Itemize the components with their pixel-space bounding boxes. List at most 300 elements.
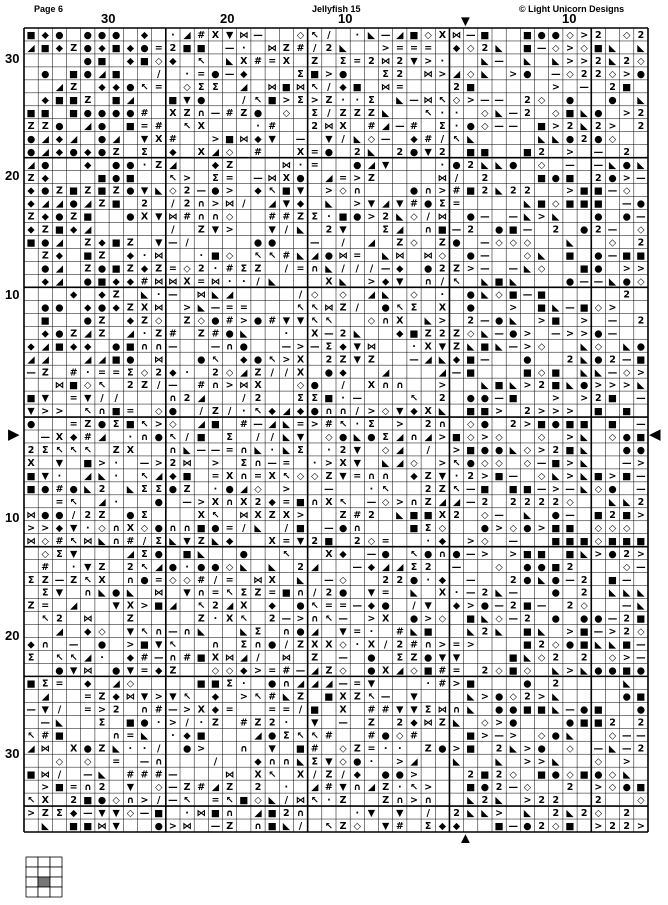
stitch-symbol: ⋈ — [196, 289, 207, 301]
stitch-symbol: ◆ — [98, 237, 106, 249]
stitch-symbol: Z — [282, 43, 290, 55]
stitch-symbol: 2 — [566, 600, 574, 612]
stitch-symbol: · — [171, 730, 175, 742]
stitch-symbol: ◣ — [509, 315, 517, 327]
stitch-symbol: · — [199, 250, 204, 262]
stitch-symbol: ■ — [565, 107, 575, 119]
stitch-symbol: — — [451, 561, 462, 573]
stitch-symbol: = — [225, 522, 234, 534]
stitch-symbol: — — [40, 432, 51, 444]
stitch-symbol: ◢ — [381, 367, 390, 379]
stitch-symbol: > — [183, 302, 192, 314]
stitch-symbol: · — [355, 94, 360, 106]
stitch-symbol: / — [71, 509, 76, 521]
stitch-symbol: ◢ — [27, 354, 35, 366]
stitch-symbol: ↖ — [69, 445, 78, 457]
stitch-symbol: ∩ — [225, 496, 234, 508]
stitch-symbol: ↖ — [197, 56, 206, 68]
stitch-symbol: 2 — [439, 146, 446, 158]
stitch-symbol: ↖ — [310, 302, 319, 314]
stitch-symbol: ◣ — [183, 445, 191, 457]
stitch-symbol: > — [551, 81, 560, 93]
stitch-symbol: — — [338, 717, 348, 729]
stitch-symbol: 2 — [127, 561, 134, 573]
stitch-symbol: Z — [126, 613, 134, 625]
stitch-symbol: ■ — [423, 509, 433, 521]
stitch-symbol: ● — [424, 198, 433, 210]
stitch-symbol: ■ — [26, 393, 36, 405]
stitch-symbol: — — [508, 341, 519, 353]
stitch-symbol: — — [621, 458, 632, 470]
stitch-symbol: ● — [452, 237, 461, 249]
stitch-symbol: X — [381, 613, 390, 625]
stitch-symbol: Z — [141, 380, 148, 392]
stitch-symbol: > — [27, 522, 36, 534]
stitch-symbol: ◇ — [594, 302, 603, 314]
stitch-symbol: = — [452, 665, 461, 677]
stitch-symbol: # — [254, 146, 262, 158]
stitch-symbol: ◣ — [452, 756, 461, 768]
stitch-symbol: ◆ — [55, 146, 64, 158]
stitch-symbol: ◣ — [481, 69, 489, 81]
stitch-symbol: 2 — [311, 535, 319, 547]
stitch-symbol: ■ — [310, 69, 320, 81]
stitch-symbol: 2 — [453, 808, 460, 820]
stitch-symbol: 2 — [396, 574, 404, 586]
stitch-symbol: = — [83, 691, 92, 703]
stitch-symbol: ⋈ — [83, 613, 93, 625]
stitch-symbol: · — [128, 432, 133, 444]
stitch-symbol: · — [312, 458, 317, 470]
stitch-symbol: ◢ — [55, 263, 64, 275]
stitch-symbol: ▼ — [112, 821, 120, 833]
stitch-symbol: # — [438, 665, 447, 677]
stitch-symbol: / — [156, 795, 161, 807]
stitch-symbol: · — [454, 587, 459, 599]
stitch-symbol: 2 — [268, 613, 276, 625]
stitch-symbol: ◇ — [41, 535, 49, 547]
stitch-symbol: ● — [594, 211, 603, 223]
stitch-symbol: ■ — [423, 665, 433, 677]
stitch-symbol: ∩ — [438, 548, 447, 560]
stitch-symbol: > — [551, 406, 560, 418]
stitch-symbol: — — [551, 328, 561, 340]
stitch-symbol: / — [199, 406, 204, 418]
stitch-symbol: — — [168, 626, 178, 638]
stitch-symbol: ● — [97, 263, 107, 275]
stitch-symbol: ◆ — [339, 548, 347, 560]
stitch-symbol: ■ — [508, 224, 518, 236]
stitch-symbol: = — [268, 665, 277, 677]
stitch-symbol: 2 — [382, 211, 389, 223]
stitch-symbol: ◆ — [240, 354, 248, 366]
stitch-symbol: > — [636, 821, 645, 833]
stitch-symbol: ↖ — [69, 496, 78, 508]
stitch-symbol: ◣ — [608, 743, 617, 755]
stitch-symbol: · — [100, 652, 104, 664]
stitch-symbol: 2 — [98, 483, 106, 495]
stitch-symbol: > — [438, 458, 447, 470]
stitch-symbol: ■ — [508, 665, 518, 677]
stitch-symbol: > — [282, 94, 291, 106]
stitch-symbol: / — [312, 43, 317, 55]
stitch-symbol: ∩ — [452, 704, 461, 716]
stitch-symbol: ◣ — [580, 367, 588, 379]
stitch-symbol: ◣ — [495, 107, 503, 119]
stitch-symbol: · — [256, 120, 260, 132]
stitch-symbol: ● — [126, 81, 135, 93]
stitch-symbol: 2 — [637, 717, 645, 729]
stitch-symbol: ■ — [466, 406, 476, 418]
stitch-symbol: 2 — [396, 146, 404, 158]
stitch-symbol: · — [142, 159, 147, 171]
stitch-symbol: — — [465, 587, 476, 599]
column-number: 10 — [562, 11, 577, 26]
stitch-symbol: — — [366, 548, 377, 560]
stitch-symbol: / — [227, 406, 232, 418]
stitch-symbol: ◢ — [396, 561, 404, 573]
stitch-symbol: ■ — [69, 821, 79, 833]
stitch-symbol: > — [480, 691, 489, 703]
stitch-symbol: 2 — [538, 639, 545, 651]
stitch-symbol: ■ — [196, 522, 206, 534]
stitch-symbol: ■ — [508, 393, 518, 405]
stitch-symbol: ◢ — [381, 120, 390, 132]
stitch-symbol: ■ — [551, 458, 561, 470]
stitch-symbol: ■ — [593, 185, 603, 197]
stitch-symbol: ◢ — [84, 120, 92, 132]
stitch-symbol: ■ — [508, 652, 518, 664]
stitch-symbol: — — [210, 445, 221, 457]
stitch-symbol: ▼ — [268, 224, 276, 236]
stitch-symbol: ● — [154, 496, 163, 508]
stitch-symbol: ◣ — [537, 250, 546, 262]
stitch-symbol: ◣ — [282, 432, 291, 444]
stitch-symbol: 2 — [467, 769, 475, 781]
stitch-symbol: ◢ — [126, 328, 135, 340]
stitch-symbol: — — [494, 94, 504, 106]
stitch-symbol: ∩ — [381, 380, 390, 392]
stitch-symbol: ● — [551, 419, 560, 431]
stitch-symbol: ◣ — [254, 522, 262, 534]
stitch-symbol: ◣ — [410, 626, 418, 638]
stitch-symbol: — — [508, 471, 519, 483]
stitch-symbol: ■ — [54, 730, 64, 742]
stitch-symbol: ▼ — [140, 691, 149, 703]
stitch-symbol: ● — [537, 743, 546, 755]
center-marker-bottom: ▲ — [458, 830, 473, 847]
stitch-symbol: ▼ — [27, 406, 35, 418]
stitch-symbol: — — [224, 69, 235, 81]
stitch-symbol: # — [254, 56, 262, 68]
stitch-symbol: Z — [325, 665, 333, 677]
stitch-symbol: X — [296, 769, 305, 781]
stitch-symbol: X — [438, 302, 447, 314]
stitch-symbol: ● — [112, 341, 121, 353]
stitch-symbol: ■ — [324, 691, 334, 703]
stitch-symbol: ● — [112, 159, 121, 171]
stitch-symbol: ■ — [508, 289, 518, 301]
stitch-symbol: ● — [608, 94, 617, 106]
stitch-symbol: ■ — [622, 535, 632, 547]
stitch-symbol: ● — [69, 198, 78, 210]
stitch-symbol: ◢ — [55, 198, 64, 210]
stitch-symbol: # — [55, 483, 64, 495]
stitch-symbol: Z — [297, 639, 304, 651]
stitch-symbol: ● — [112, 107, 121, 119]
stitch-symbol: X — [268, 535, 276, 547]
stitch-symbol: > — [282, 483, 291, 495]
stitch-symbol: ◣ — [594, 639, 603, 651]
stitch-symbol: ◆ — [339, 341, 347, 353]
stitch-symbol: · — [383, 743, 388, 755]
stitch-symbol: ◇ — [169, 419, 177, 431]
stitch-symbol: > — [466, 600, 475, 612]
stitch-symbol: — — [607, 367, 618, 379]
stitch-symbol: ◇ — [339, 665, 347, 677]
stitch-symbol: ◢ — [367, 782, 376, 794]
stitch-symbol: · — [454, 120, 459, 132]
stitch-symbol: — — [636, 211, 646, 223]
stitch-symbol: ∩ — [140, 432, 149, 444]
stitch-symbol: ◣ — [580, 120, 588, 132]
stitch-symbol: > — [594, 821, 603, 833]
stitch-symbol: · — [412, 341, 416, 353]
stitch-symbol: ↖ — [254, 406, 262, 418]
stitch-symbol: ● — [211, 315, 220, 327]
stitch-symbol: ∩ — [112, 730, 121, 742]
stitch-symbol: ◇ — [155, 782, 163, 794]
stitch-symbol: ● — [225, 483, 234, 495]
stitch-symbol: / — [242, 522, 246, 534]
stitch-symbol: ■ — [565, 535, 575, 547]
stitch-symbol: ■ — [296, 743, 306, 755]
stitch-symbol: — — [621, 743, 632, 755]
stitch-symbol: > — [537, 691, 546, 703]
stitch-symbol: ↖ — [438, 94, 447, 106]
stitch-symbol: ■ — [324, 393, 334, 405]
stitch-symbol: ∩ — [424, 276, 433, 288]
stitch-symbol: 2 — [623, 613, 631, 625]
stitch-symbol: ■ — [522, 146, 532, 158]
stitch-symbol: X — [140, 211, 149, 223]
stitch-symbol: · — [327, 211, 331, 223]
stitch-symbol: = — [154, 81, 163, 93]
stitch-symbol: — — [210, 821, 221, 833]
stitch-symbol: ◣ — [381, 250, 390, 262]
stitch-symbol: # — [83, 432, 92, 444]
stitch-symbol: X — [225, 613, 234, 625]
stitch-symbol: ◇ — [623, 30, 631, 42]
stitch-symbol: Σ — [368, 419, 375, 431]
stitch-symbol: ◆ — [438, 535, 447, 547]
stitch-symbol: / — [327, 107, 331, 119]
stitch-symbol: — — [565, 574, 575, 586]
stitch-symbol: ■ — [352, 81, 362, 93]
stitch-symbol: ∩ — [225, 341, 234, 353]
stitch-symbol: Z — [453, 341, 460, 353]
stitch-symbol: ● — [338, 69, 348, 81]
stitch-symbol: ▼ — [438, 341, 447, 353]
stitch-symbol: · — [284, 717, 289, 729]
stitch-symbol: # — [126, 535, 135, 547]
stitch-symbol: ■ — [409, 522, 419, 534]
stitch-symbol: > — [480, 730, 489, 742]
stitch-symbol: = — [381, 535, 390, 547]
stitch-symbol: ◢ — [396, 445, 404, 457]
stitch-symbol: # — [197, 380, 206, 392]
stitch-symbol: · — [270, 445, 274, 457]
stitch-symbol: ● — [55, 211, 64, 223]
stitch-symbol: ↖ — [140, 471, 149, 483]
stitch-symbol: ▼ — [311, 717, 319, 729]
stitch-symbol: ∩ — [112, 522, 121, 534]
stitch-symbol: ◣ — [523, 509, 532, 521]
stitch-symbol: > — [495, 717, 504, 729]
stitch-symbol: 2 — [538, 795, 545, 807]
stitch-symbol: ⋈ — [182, 821, 192, 833]
stitch-symbol: ▼ — [296, 315, 305, 327]
stitch-symbol: ⋈ — [239, 509, 249, 521]
stitch-symbol: ∩ — [225, 808, 234, 820]
stitch-symbol: ◇ — [211, 665, 220, 677]
stitch-symbol: # — [310, 743, 319, 755]
stitch-symbol: — — [636, 393, 646, 405]
stitch-symbol: X — [254, 380, 262, 392]
stitch-symbol: ◢ — [396, 458, 404, 470]
stitch-symbol: · — [398, 782, 402, 794]
stitch-symbol: ◢ — [311, 678, 319, 690]
stitch-symbol: ▼ — [353, 458, 361, 470]
stitch-symbol: ■ — [83, 250, 93, 262]
stitch-symbol: ■ — [26, 471, 36, 483]
stitch-symbol: 2 — [595, 69, 602, 81]
stitch-symbol: ◇ — [296, 380, 305, 392]
stitch-symbol: 2 — [637, 30, 645, 42]
stitch-symbol: — — [352, 600, 363, 612]
stitch-symbol: ● — [636, 198, 646, 210]
stitch-symbol: ◆ — [410, 133, 418, 145]
stitch-symbol: ◆ — [452, 600, 461, 612]
stitch-symbol: X — [98, 574, 106, 586]
stitch-symbol: ⋈ — [54, 380, 65, 392]
stitch-symbol: ∩ — [254, 821, 262, 833]
stitch-symbol: — — [508, 613, 519, 625]
stitch-symbol: ■ — [40, 43, 50, 55]
stitch-symbol: 2 — [453, 81, 460, 93]
stitch-symbol: ● — [112, 665, 121, 677]
stitch-symbol: > — [310, 419, 319, 431]
stitch-symbol: ▼ — [183, 94, 191, 106]
stitch-symbol: ◆ — [211, 691, 220, 703]
stitch-symbol: = — [126, 730, 135, 742]
stitch-symbol: ◣ — [282, 445, 291, 457]
stitch-symbol: ● — [608, 483, 617, 495]
stitch-symbol: 2 — [580, 587, 588, 599]
stitch-symbol: — — [395, 120, 405, 132]
stitch-symbol: 2 — [212, 367, 219, 379]
stitch-symbol: X — [325, 496, 333, 508]
stitch-symbol: · — [440, 107, 445, 119]
stitch-symbol: ● — [509, 717, 518, 729]
stitch-symbol: ◆ — [98, 43, 106, 55]
stitch-symbol: — — [621, 730, 632, 742]
stitch-symbol: Z — [325, 471, 333, 483]
stitch-symbol: > — [225, 185, 234, 197]
stitch-symbol: ∩ — [282, 756, 291, 768]
stitch-symbol: ■ — [494, 821, 504, 833]
stitch-symbol: — — [593, 146, 604, 158]
stitch-symbol: 2 — [538, 146, 545, 158]
stitch-symbol: # — [324, 782, 333, 794]
stitch-symbol: — — [139, 458, 150, 470]
stitch-symbol: ■ — [579, 626, 589, 638]
stitch-symbol: — — [480, 237, 490, 249]
stitch-symbol: ↖ — [168, 432, 177, 444]
stitch-symbol: ● — [551, 30, 560, 42]
stitch-symbol: ■ — [480, 146, 490, 158]
stitch-symbol: ● — [466, 250, 475, 262]
stitch-symbol: ■ — [466, 81, 476, 93]
stitch-symbol: ◣ — [580, 665, 588, 677]
stitch-symbol: — — [565, 704, 575, 716]
stitch-symbol: ◇ — [580, 600, 588, 612]
stitch-symbol: > — [594, 782, 603, 794]
stitch-symbol: ● — [83, 315, 92, 327]
stitch-symbol: 2 — [325, 354, 333, 366]
stitch-symbol: > — [480, 432, 489, 444]
stitch-symbol: > — [282, 354, 291, 366]
stitch-symbol: ▼ — [325, 133, 333, 145]
stitch-symbol: ◢ — [452, 69, 461, 81]
stitch-symbol: ◇ — [537, 263, 546, 275]
stitch-symbol: ◆ — [84, 146, 92, 158]
stitch-symbol: ● — [381, 548, 390, 560]
stitch-symbol: Z — [41, 808, 49, 820]
center-marker-top: ▼ — [458, 13, 473, 30]
stitch-symbol: Σ — [98, 717, 106, 729]
stitch-symbol: Σ — [141, 548, 148, 560]
stitch-symbol: ■ — [281, 81, 291, 93]
stitch-symbol: ◆ — [339, 81, 347, 93]
stitch-symbol: / — [312, 587, 317, 599]
stitch-symbol: — — [508, 107, 519, 119]
stitch-symbol: > — [566, 432, 574, 444]
stitch-symbol: ■ — [111, 406, 121, 418]
stitch-symbol: ◆ — [452, 43, 461, 55]
stitch-symbol: ● — [353, 211, 362, 223]
stitch-symbol: ◇ — [481, 535, 489, 547]
stitch-symbol: ◢ — [27, 159, 35, 171]
stitch-symbol: > — [566, 146, 574, 158]
stitch-symbol: Σ — [382, 69, 389, 81]
stitch-symbol: ∩ — [310, 496, 319, 508]
stitch-symbol: ◇ — [367, 315, 376, 327]
stitch-symbol: ■ — [54, 782, 64, 794]
stitch-symbol: Z — [353, 691, 361, 703]
stitch-symbol: ● — [466, 120, 475, 132]
stitch-symbol: ◣ — [552, 665, 560, 677]
stitch-symbol: ⋈ — [267, 172, 277, 184]
stitch-symbol: ● — [565, 276, 575, 288]
stitch-symbol: 2 — [396, 69, 404, 81]
stitch-symbol: X — [197, 509, 205, 521]
stitch-symbol: ◣ — [523, 652, 532, 664]
stitch-symbol: ● — [424, 263, 433, 275]
stitch-symbol: ■ — [409, 30, 419, 42]
stitch-symbol: · — [327, 445, 331, 457]
stitch-symbol: Z — [311, 56, 319, 68]
